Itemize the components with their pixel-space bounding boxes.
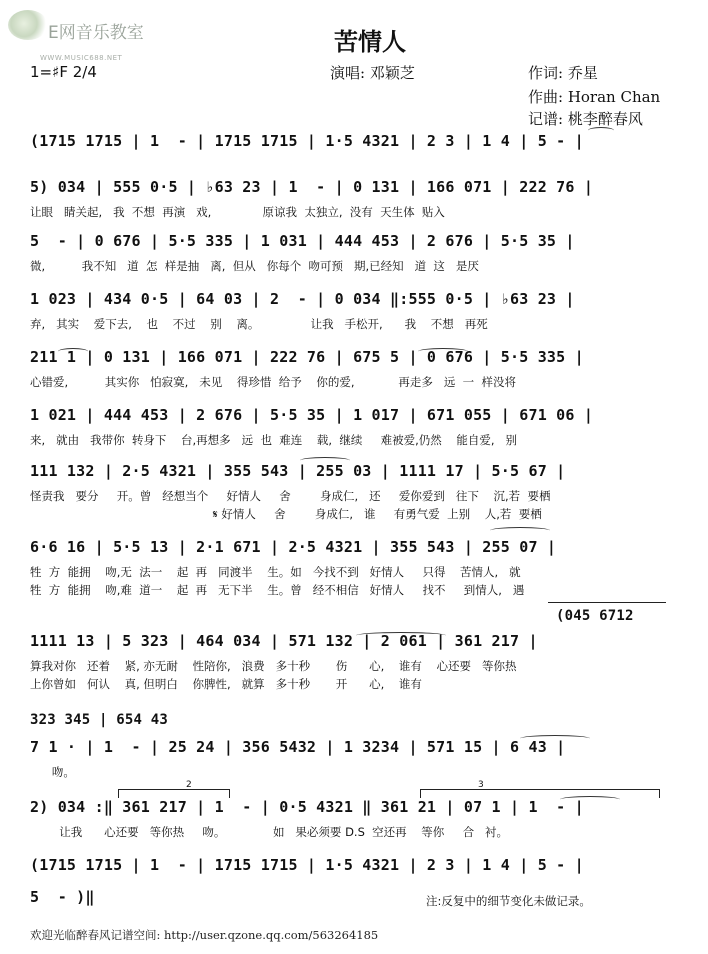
- lyric-line: 弃, 其实 爱下去, 也 不过 别 离。 让我 手松开, 我 不想 再死: [30, 317, 488, 331]
- lyric-line: 上你曾如 何认 真, 但明白 你脾性, 就算 多十秒 开 心, 谁有: [30, 677, 422, 691]
- music-line: 6·6 16 | 5·5 13 | 2·1 671 | 2·5 4321 | 355 543 | 255 07 |: [30, 538, 557, 556]
- tie-mark: [58, 348, 88, 355]
- lyric-line: 让我 心还要 等你热 吻。 如 果必须要 D.S 空还再 等你 合 衬。: [30, 825, 509, 839]
- volta-number-2: 2: [186, 780, 192, 790]
- tie-mark: [300, 457, 350, 464]
- song-title: 苦情人: [334, 27, 406, 56]
- singer-credit: 演唱: 邓颖芝: [330, 64, 415, 82]
- lyric-line: 心错爱, 其实你 怕寂寞, 未见 得珍惜 给予 你的爱, 再走多 远 一 样没将: [30, 375, 516, 389]
- lyric-line: 微, 我不知 道 怎 样是抽 离, 但从 你每个 吻可预 期,已经知 道 这 是厌: [30, 259, 479, 273]
- composer-credit: 作曲: Horan Chan: [528, 88, 661, 106]
- bracket-line: [548, 602, 666, 603]
- watermark-url: WWW.MUSIC688.NET: [40, 54, 123, 62]
- lyric-line: 来, 就由 我带你 转身下 台,再想多 远 也 难连 载, 继续 难被爱,仍然 能自爱, 别: [30, 433, 518, 447]
- transcription-note: 注:反复中的细节变化未做记录。: [426, 894, 591, 908]
- music-line: (1715 1715 | 1 - | 1715 1715 | 1·5 4321 | 2 3 | 1 4 | 5 - |: [30, 856, 584, 874]
- tie-mark: [418, 348, 468, 355]
- lyric-line: 吻。: [30, 765, 75, 779]
- footer-text: 欢迎光临醉春风记谱空间: http://user.qzone.qq.com/563264185: [30, 928, 379, 942]
- lyricist-credit: 作词: 乔星: [528, 64, 598, 82]
- upper-phrase: 323 345 | 654 43: [30, 712, 169, 728]
- transcriber-credit: 记谱: 桃李醉春风: [528, 110, 643, 128]
- bracket-phrase: (045 6712: [556, 608, 634, 624]
- music-line: 5) 034 | 555 0·5 | ♭63 23 | 1 - | 0 131 | 166 071 | 222 76 |: [30, 178, 594, 196]
- lyric-line: 𝄋 好情人 舍 身成仁, 谁 有勇气爱 上别 人,若 要栖: [30, 507, 542, 521]
- logo-emblem: [8, 10, 48, 40]
- music-line: 1 021 | 444 453 | 2 676 | 5·5 35 | 1 017 | 671 055 | 671 06 |: [30, 406, 594, 424]
- volta-bracket-2: [118, 789, 230, 798]
- music-line: 211 1 | 0 131 | 166 071 | 222 76 | 675 5 | 0 676 | 5·5 335 |: [30, 348, 584, 366]
- music-line: 5 - | 0 676 | 5·5 335 | 1 031 | 444 453 | 2 676 | 5·5 35 |: [30, 232, 575, 250]
- music-line: (1715 1715 | 1 - | 1715 1715 | 1·5 4321 | 2 3 | 1 4 | 5 - |: [30, 132, 584, 150]
- music-line: 7 1 · | 1 - | 25 24 | 356 5432 | 1 3234 | 571 15 | 6 43 |: [30, 738, 566, 756]
- watermark-brand: E网音乐教室: [48, 23, 144, 43]
- music-line: 1111 13 | 5 323 | 464 034 | 571 132 | 2 061 | 361 217 |: [30, 632, 538, 650]
- tie-mark: [490, 527, 550, 534]
- lyric-line: 牲 方 能拥 吻,无 法一 起 再 同渡半 生。如 今找不到 好情人 只得 苦情人, 就: [30, 565, 521, 579]
- music-line: 2) 034 :‖ 361 217 | 1 - | 0·5 4321 ‖ 361 21 | 07 1 | 1 - |: [30, 798, 584, 816]
- music-line: 5 - )‖: [30, 888, 95, 906]
- lyric-line: 算我对你 还着 紧, 亦无耐 性陪你, 浪费 多十秒 伤 心, 谁有 心还要 等你热: [30, 659, 517, 673]
- lyric-line: 让眼 睛关起, 我 不想 再演 戏, 原谅我 太独立, 没有 天生体 贴入: [30, 205, 445, 219]
- key-signature: 1=♯F 2/4: [30, 63, 97, 81]
- tie-mark: [356, 632, 446, 639]
- lyric-line: 牲 方 能拥 吻,难 道一 起 再 无下半 生。曾 经不相信 好情人 找不 到情人, 遇: [30, 583, 525, 597]
- tie-mark: [588, 127, 614, 134]
- tie-mark: [520, 735, 590, 742]
- music-line: 111 132 | 2·5 4321 | 355 543 | 255 03 | 1111 17 | 5·5 67 |: [30, 462, 566, 480]
- volta-bracket-3: [420, 789, 660, 798]
- lyric-line: 怪责我 要分 开。曾 经想当个 好情人 舍 身成仁, 还 爱你爱到 往下 沉,若 要栖: [30, 489, 551, 503]
- tie-mark: [560, 796, 620, 803]
- music-line: 1 023 | 434 0·5 | 64 03 | 2 - | 0 034 ‖:555 0·5 | ♭63 23 |: [30, 290, 575, 308]
- volta-number-3: 3: [478, 780, 484, 790]
